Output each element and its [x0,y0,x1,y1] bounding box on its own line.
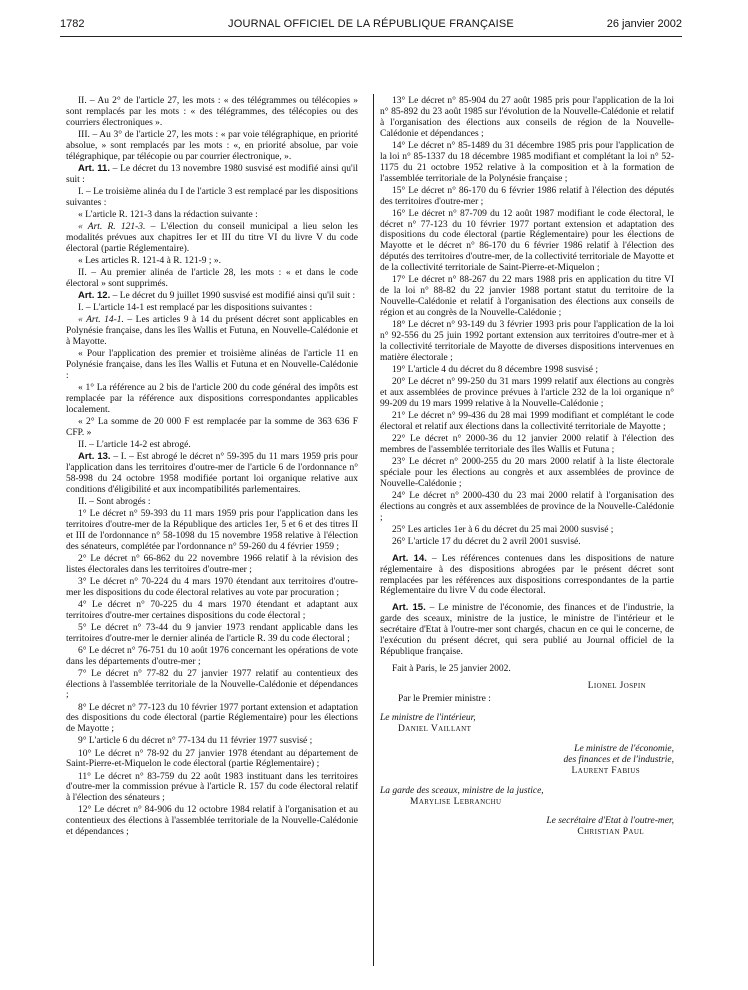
paragraph [380,491,674,524]
paragraph-text: « Les articles R. 121-4 à R. 121-9 ; ». [78,255,222,266]
paragraph-text: – Le décret du 13 novembre 1980 susvisé est modifié ainsi qu'il suit : [66,163,358,185]
paragraph-text: 22° Le décret n° 2000-36 du 12 janvier 2000 relatif à l'élection des membres de l'assemblée territoriale des îles Wallis et Futuna ; [380,433,674,455]
paragraph [380,537,674,548]
paragraph [66,417,358,439]
paragraph-text: – Le décret du 9 juillet 1990 susvisé est modifié ainsi qu'il suit : [110,290,356,301]
paragraph [66,210,358,221]
paragraph-text: 8° Le décret n° 77-123 du 10 février 1977 portant extension et adaptation des dispositions du code électoral (partie Réglementaire) pour les élections de Mayotte ; [66,702,358,735]
paragraph-text: 10° Le décret n° 78-92 du 27 janvier 1978 étendant au département de Saint-Pierre-et-Miquelon le code électoral (partie Réglementaire) ; [66,748,358,770]
paragraph [66,509,358,553]
interior-title: Le ministre de l'intérieur, [380,712,476,723]
paragraph-text: 18° Le décret n° 93-149 du 3 février 1993 pris pour l'application de la loi n° 92-556 du 25 juin 1992 portant extension aux territoires d'outre-mer et à la collectivité territoriale de Mayotte de diverses dispositions intervenues en matière électorale ; [380,320,674,363]
paragraph-text: 1° Le décret n° 59-393 du 11 mars 1959 pris pour l'application dans les territoires d'outre-mer de la République des articles 1er, 5 et 6 et des titres II et III de l'ordonnance n° 58-1098 du 15 novembre 1958 relative à l'élection des sénateurs, complétée par l'ordonnance n° 59-260 du 4 février 1959 ; [66,508,358,552]
paragraph-text: « 1° La référence au 2 bis de l'article 200 du code général des impôts est remplacée par la référence aux dispositions correspondantes applicables localement. [66,382,358,415]
paragraph [380,320,674,364]
paragraph-text: 17° Le décret n° 88-267 du 22 mars 1988 pris en application du titre VI de la loi n° 88-82 du 22 janvier 1988 portant statut du territoire de la Nouvelle-Calédonie et relatif à l'organisation des élections aux conseils de région et au congrès de la Nouvelle-Calédonie ; [380,275,674,318]
paragraph-text: – Les articles 9 à 14 du présent décret sont applicables en Polynésie française, dans les îles Wallis et Futuna, en Nouvelle-Calédonie et à Mayotte. [66,315,358,347]
paragraph-text: « 2° La somme de 20 000 F est remplacée par la somme de 363 636 F CFP. » [66,416,358,438]
overseas-signature: Christian Paul [577,826,644,837]
paragraph [66,130,358,163]
paragraph-text: 15° Le décret n° 86-170 du 6 février 1986 relatif à l'élection des députés des territoires d'outre-mer ; [380,185,674,207]
justice-signature: Marylise Lebranchu [410,796,502,807]
paragraph-text: I. – Le troisième alinéa du I de l'article 3 est remplacé par les dispositions suivantes : [66,186,358,208]
paragraph-text: « L'article R. 121-3 dans la rédaction suivante : [78,209,258,220]
paragraph-text: 26° L'article 17 du décret du 2 avril 2001 susvisé. [392,536,581,547]
justice-title: La garde des sceaux, ministre de la justice, [380,785,544,796]
paragraph [66,96,358,129]
article-heading: « Art. 14-1. [78,315,124,326]
right-column-body [380,96,674,675]
paragraph-text: 4° Le décret n° 70-225 du 4 mars 1970 étendant et adaptant aux territoires d'outre-mer certaines dispositions du code électoral ; [66,599,358,621]
economy-title-2: des finances et de l'industrie, [563,754,674,765]
paragraph [380,186,674,208]
paragraph-text: 19° L'article 4 du décret du 8 décembre 1998 susvisé ; [392,364,599,375]
article-heading: « Art. R. 121-3. [78,221,146,232]
paragraph [66,577,358,599]
paragraph-text: 11° Le décret n° 83-759 du 22 août 1983 instituant dans les territoires d'outre-mer la commission prévue à l'article R. 157 du code électoral relatif à l'élection des sénateurs ; [66,771,358,804]
paragraph [66,268,358,290]
pm-signature: Lionel Jospin [587,680,646,691]
paragraph [66,256,358,267]
paragraph-text: 3° Le décret n° 70-224 du 4 mars 1970 étendant aux territoires d'outre-mer les dispositions du code électoral relatives au vote par procuration ; [66,576,358,598]
paragraph [380,434,674,456]
paragraph [380,209,674,274]
paragraph [66,669,358,702]
paragraph-text: 16° Le décret n° 87-709 du 12 août 1987 modifiant le code électoral, le décret n° 77-123 du 10 février 1977 portant extension et adaptation des dispositions du code électoral (partie Réglementaire) pour les élections de Mayotte et le décret n° 86-170 du 6 février 1986 relatif à l'élection des députés des territoires d'outre-mer, de la collectivité territoriale de Mayotte et de la collectivité territoriale de Saint-Pierre-et-Miquelon ; [380,208,674,274]
paragraph-text: 23° Le décret n° 2000-255 du 20 mars 2000 relatif à la liste électorale spéciale pour les élections au congrès et aux assemblées de province de Nouvelle-Calédonie ; [380,456,674,489]
paragraph [66,749,358,771]
paragraph [380,411,674,433]
paragraph-text: 25° Les articles 1er à 6 du décret du 25 mai 2000 susvisé ; [392,524,614,535]
paragraph [66,383,358,416]
paragraph-text: II. – L'article 14-2 est abrogé. [78,439,191,450]
paragraph [380,141,674,185]
paragraph [66,554,358,576]
paragraph-text: 6° Le décret n° 76-751 du 10 août 1976 concernant les opérations de vote dans les départements d'outre-mer ; [66,645,358,667]
interior-signature: Daniel Vaillant [398,723,472,734]
paragraph-text: II. – Au premier alinéa de l'article 28, les mots : « et dans le code électoral » sont supprimés. [66,267,358,289]
paragraph [66,222,358,255]
article-label: Art. 12. [78,289,111,301]
paragraph-text: Fait à Paris, le 25 janvier 2002. [392,663,511,674]
economy-signature: Laurent Fabius [571,765,640,776]
article-label: Art. 14. [392,552,427,564]
paragraph [66,600,358,622]
paragraph-text: 13° Le décret n° 85-904 du 27 août 1985 pris pour l'application de la loi n° 85-892 du 23 août 1985 sur l'évolution de la Nouvelle-Calédonie et relatif à l'organisation des élections aux conseils de région de la Nouvelle-Calédonie et dépendances ; [380,96,674,139]
issue-date: 26 janvier 2002 [606,18,682,30]
paragraph [66,349,358,382]
right-column [380,96,674,838]
article-label: Art. 15. [392,602,426,614]
paragraph-text: II. – Au 2° de l'article 27, les mots : « des télégrammes ou télécopies » sont remplacés par les mots : « des télégrammes, des télécopies ou des courriers électroniques ». [66,96,358,128]
paragraph-text: – Le ministre de l'économie, des finances et de l'industrie, la garde des sceaux, ministre de la justice, le ministre de l'intérieur et le secrétaire d'Etat à l'outre-mer sont chargés, chacun en ce qui le concerne, de l'exécution du présent décret, qui sera publié au Journal officiel de la République française. [380,603,674,657]
paragraph-text: – I. – Est abrogé le décret n° 59-395 du 11 mars 1959 pris pour l'application dans les territoires d'outre-mer de l'article 6 de l'ordonnance n° 58-998 du 24 octobre 1958 modifiée portant loi organique relative aux conditions d'éligibilité et aux incompatibilités parlementaires. [66,451,358,495]
paragraph-text: – L'élection du conseil municipal a lieu selon les modalités prévues aux chapitres Ier et III du titre VI du livre V du code électoral (partie Réglementaire). [66,221,358,254]
paragraph [380,275,674,319]
left-column [66,96,358,839]
paragraph [380,365,674,376]
paragraph [66,303,358,314]
paragraph [66,805,358,838]
paragraph [380,664,674,675]
paragraph [66,736,358,747]
article-label: Art. 13. [78,450,111,462]
paragraph [66,291,358,302]
paragraph-text: III. – Au 3° de l'article 27, les mots : « par voie télégraphique, en priorité absolue, » sont remplacés par les mots : «, en priorité absolue, par voie télégraphique, par télécopie ou par courrier électronique, ». [66,129,358,162]
paragraph-text: I. – L'article 14-1 est remplacé par les dispositions suivantes : [78,303,313,313]
paragraph-text: 12° Le décret n° 84-906 du 12 octobre 1984 relatif à l'organisation et au contentieux des élections à l'assemblée territoriale de la Nouvelle-Calédonie et dépendances ; [66,805,358,838]
page-header [60,16,682,37]
paragraph [66,623,358,645]
column-divider [373,94,374,966]
paragraph [380,525,674,536]
paragraph-text: 20° Le décret n° 99-250 du 31 mars 1999 relatif aux élections au congrès et aux assemblées de province prévues à l'article 232 de la loi organique n° 99-209 du 19 mars 1999 relative à la Nouvelle-Calédonie ; [380,376,674,409]
economy-title-1: Le ministre de l'économie, [574,743,674,754]
journal-title: JOURNAL OFFICIEL DE LA RÉPUBLIQUE FRANÇAISE [228,18,514,30]
paragraph-text: 2° Le décret n° 66-862 du 22 novembre 1966 relatif à la révision des listes électorales dans les territoires d'outre-mer ; [66,553,358,575]
paragraph-text: 9° L'article 6 du décret n° 77-134 du 11 février 1977 susvisé ; [78,736,313,747]
paragraph [66,440,358,451]
paragraph [66,315,358,348]
paragraph-text: II. – Sont abrogés : [78,496,151,507]
paragraph [380,96,674,140]
paragraph-text: 7° Le décret n° 77-82 du 27 janvier 1977 relatif au contentieux des élections à l'assemblée territoriale de la Nouvelle-Calédonie et dépendances ; [66,668,358,701]
paragraph [66,497,358,508]
paragraph-text: 14° Le décret n° 85-1489 du 31 décembre 1985 pris pour l'application de la loi n° 85-1337 du 18 décembre 1985 modifiant et complétant la loi n° 52-1175 du 21 octobre 1952 relative à la composition et à la formation de l'assemblée territoriale de la Polynésie française ; [380,140,674,184]
paragraph [66,187,358,209]
paragraph [66,164,358,186]
paragraph [380,457,674,490]
paragraph-text: 24° Le décret n° 2000-430 du 23 mai 2000 relatif à l'organisation des élections au congrès et aux assemblées de province de la Nouvelle-Calédonie ; [380,490,674,523]
paragraph-text: – Les références contenues dans les dispositions de nature réglementaire à des dispositions abrogées par le présent décret sont remplacées par les références aux dispositions correspondantes de la partie Réglementaire du livre V du code électoral. [380,553,674,597]
paragraph [380,554,674,598]
paragraph-text: 5° Le décret n° 73-44 du 9 janvier 1973 rendant applicable dans les territoires d'outre-mer le dernier alinéa de l'article R. 39 du code électoral ; [66,622,358,644]
paragraph [380,377,674,410]
paragraph [66,772,358,805]
article-label: Art. 11. [78,162,110,174]
paragraph-text: 21° Le décret n° 99-436 du 28 mai 1999 modifiant et complétant le code électoral et relatif aux élections dans la collectivité territoriale de Mayotte ; [380,410,674,432]
paragraph [66,646,358,668]
page-number: 1782 [60,18,85,30]
paragraph-text: « Pour l'application des premier et troisième alinéas de l'article 11 en Polynésie française, dans les îles Wallis et Futuna et en Nouvelle-Calédonie : [66,349,358,381]
overseas-title: Le secrétaire d'Etat à l'outre-mer, [546,815,674,826]
signature-block [380,681,674,838]
paragraph [66,452,358,496]
pm-line: Par le Premier ministre : [398,693,491,704]
paragraph [380,603,674,658]
paragraph [66,703,358,736]
